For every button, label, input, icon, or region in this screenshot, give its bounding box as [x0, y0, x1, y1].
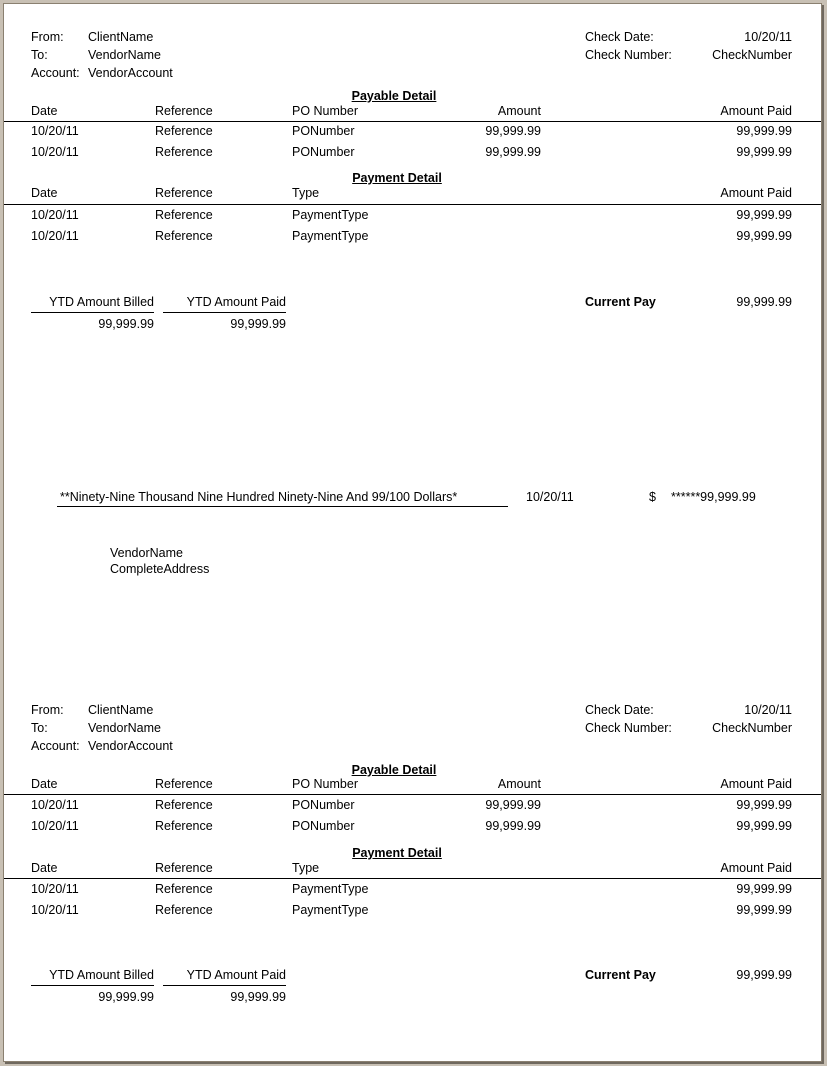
- ytd-billed-value: 99,999.99: [98, 317, 154, 331]
- row-amount-paid: 99,999.99: [736, 145, 792, 159]
- row-type: PaymentType: [292, 208, 369, 222]
- row-date: 10/20/11: [31, 903, 79, 917]
- current-pay-value: 99,999.99: [736, 968, 792, 982]
- ytd-paid-rule: [163, 312, 286, 313]
- row-date: 10/20/11: [31, 208, 79, 222]
- row-po-number: PONumber: [292, 819, 355, 833]
- row-reference: Reference: [155, 798, 213, 812]
- row-date: 10/20/11: [31, 229, 79, 243]
- row-reference: Reference: [155, 145, 213, 159]
- payment-header-rule: [4, 878, 821, 879]
- client-name: ClientName: [88, 703, 154, 717]
- check-date: 10/20/11: [744, 703, 792, 717]
- check-body-date: 10/20/11: [526, 490, 574, 504]
- payable-header-amount: Amount: [497, 104, 541, 118]
- row-reference: Reference: [155, 903, 213, 917]
- payment-header-reference: Reference: [155, 186, 213, 200]
- vendor-name: VendorName: [88, 721, 161, 735]
- row-date: 10/20/11: [31, 882, 79, 896]
- ytd-paid-rule: [163, 985, 286, 986]
- row-amount: 99,999.99: [485, 798, 541, 812]
- payable-header-po-number: PO Number: [292, 104, 358, 118]
- payment-detail-title: Payment Detail: [352, 846, 442, 860]
- row-amount-paid: 99,999.99: [736, 903, 792, 917]
- payee-address: CompleteAddress: [110, 562, 210, 576]
- check-amount: ******99,999.99: [671, 490, 756, 504]
- payment-header-type: Type: [292, 861, 320, 875]
- payment-header-date: Date: [31, 186, 58, 200]
- payable-header-po-number: PO Number: [292, 777, 358, 791]
- check-number-label: Check Number:: [585, 48, 672, 62]
- payable-detail-title: Payable Detail: [351, 763, 437, 777]
- row-amount-paid: 99,999.99: [736, 819, 792, 833]
- vendor-name: VendorName: [88, 48, 161, 62]
- row-amount-paid: 99,999.99: [736, 229, 792, 243]
- row-amount: 99,999.99: [485, 145, 541, 159]
- check-number-label: Check Number:: [585, 721, 672, 735]
- row-date: 10/20/11: [31, 124, 79, 138]
- payment-header-amount-paid: Amount Paid: [720, 186, 792, 200]
- payment-detail-title: Payment Detail: [352, 171, 442, 185]
- amount-in-words: **Ninety-Nine Thousand Nine Hundred Ninety-Nine And 99/100 Dollars*: [60, 490, 458, 504]
- currency-symbol: $: [649, 490, 656, 504]
- row-reference: Reference: [155, 124, 213, 138]
- payable-header-rule: [4, 794, 821, 795]
- ytd-billed-rule: [31, 985, 154, 986]
- payment-header-type: Type: [292, 186, 320, 200]
- client-name: ClientName: [88, 30, 154, 44]
- check-number: CheckNumber: [712, 721, 792, 735]
- to-label: To:: [31, 721, 48, 735]
- vendor-account: VendorAccount: [88, 739, 173, 753]
- row-date: 10/20/11: [31, 798, 79, 812]
- payable-header-amount: Amount: [497, 777, 541, 791]
- payable-header-amount-paid: Amount Paid: [720, 777, 792, 791]
- row-type: PaymentType: [292, 903, 369, 917]
- vendor-account: VendorAccount: [88, 66, 173, 80]
- payable-header-amount-paid: Amount Paid: [720, 104, 792, 118]
- payable-header-reference: Reference: [155, 777, 213, 791]
- row-amount: 99,999.99: [485, 124, 541, 138]
- check-document: [3, 3, 822, 1062]
- ytd-paid-label: YTD Amount Paid: [186, 968, 286, 982]
- from-label: From:: [31, 703, 64, 717]
- row-po-number: PONumber: [292, 124, 355, 138]
- row-amount-paid: 99,999.99: [736, 124, 792, 138]
- row-amount-paid: 99,999.99: [736, 798, 792, 812]
- payment-header-amount-paid: Amount Paid: [720, 861, 792, 875]
- row-type: PaymentType: [292, 229, 369, 243]
- amount-words-rule: [57, 506, 508, 507]
- row-reference: Reference: [155, 819, 213, 833]
- ytd-billed-label: YTD Amount Billed: [49, 968, 154, 982]
- row-po-number: PONumber: [292, 145, 355, 159]
- payable-header-date: Date: [31, 777, 58, 791]
- payee-name: VendorName: [110, 546, 183, 560]
- current-pay-label: Current Pay: [585, 968, 656, 982]
- ytd-billed-label: YTD Amount Billed: [49, 295, 154, 309]
- payable-header-date: Date: [31, 104, 58, 118]
- payable-detail-title: Payable Detail: [351, 89, 437, 103]
- check-date-label: Check Date:: [585, 703, 654, 717]
- row-type: PaymentType: [292, 882, 369, 896]
- payable-header-reference: Reference: [155, 104, 213, 118]
- row-amount-paid: 99,999.99: [736, 208, 792, 222]
- payable-header-rule: [4, 121, 821, 122]
- account-label: Account:: [31, 739, 80, 753]
- row-reference: Reference: [155, 882, 213, 896]
- payment-header-reference: Reference: [155, 861, 213, 875]
- ytd-billed-rule: [31, 312, 154, 313]
- row-amount-paid: 99,999.99: [736, 882, 792, 896]
- ytd-paid-value: 99,999.99: [230, 317, 286, 331]
- check-date: 10/20/11: [744, 30, 792, 44]
- payment-header-rule: [4, 204, 821, 205]
- check-number: CheckNumber: [712, 48, 792, 62]
- current-pay-label: Current Pay: [585, 295, 656, 309]
- row-date: 10/20/11: [31, 819, 79, 833]
- payment-header-date: Date: [31, 861, 58, 875]
- check-date-label: Check Date:: [585, 30, 654, 44]
- row-reference: Reference: [155, 229, 213, 243]
- ytd-billed-value: 99,999.99: [98, 990, 154, 1004]
- row-date: 10/20/11: [31, 145, 79, 159]
- account-label: Account:: [31, 66, 80, 80]
- ytd-paid-label: YTD Amount Paid: [186, 295, 286, 309]
- row-reference: Reference: [155, 208, 213, 222]
- from-label: From:: [31, 30, 64, 44]
- current-pay-value: 99,999.99: [736, 295, 792, 309]
- ytd-paid-value: 99,999.99: [230, 990, 286, 1004]
- row-amount: 99,999.99: [485, 819, 541, 833]
- to-label: To:: [31, 48, 48, 62]
- row-po-number: PONumber: [292, 798, 355, 812]
